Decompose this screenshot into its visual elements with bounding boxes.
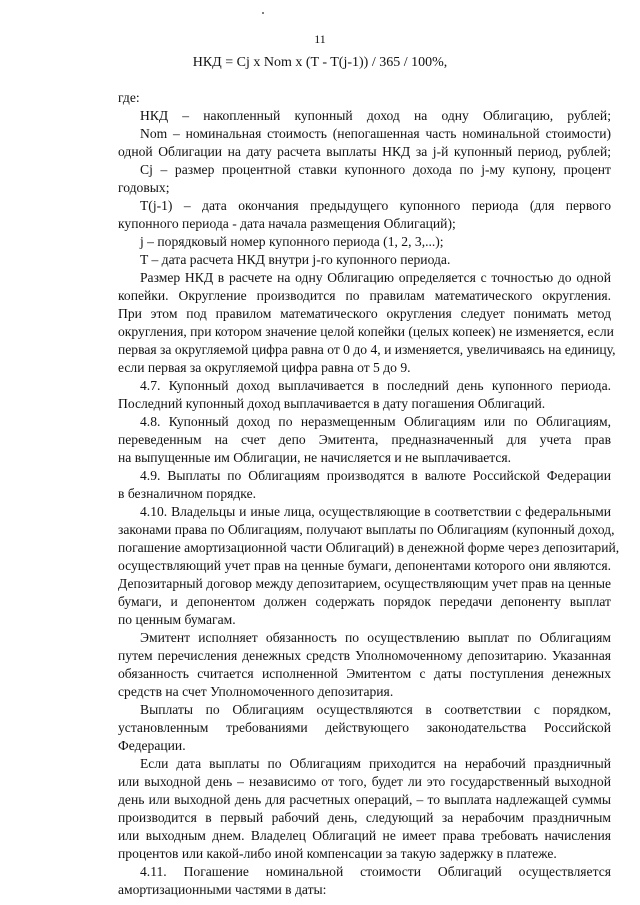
- text-line: годовых;: [118, 180, 170, 195]
- text-line: Депозитарный договор между депозитарием, осуществляющим учет прав на ценные: [118, 576, 611, 591]
- text-line: купонного периода - дата начала размещения Облигаций);: [118, 216, 456, 231]
- text-line: 4.10. Владельцы и иные лица, осуществляющие в соответствии с федеральными: [140, 504, 611, 519]
- scan-speck: [262, 12, 264, 14]
- text-line: амортизационными частями в даты:: [118, 882, 327, 897]
- text-line: производится в первый рабочий день, следующий за нерабочим праздничным: [118, 810, 611, 825]
- text-line: осуществляющий учет прав на ценные бумаги, депонентами которого они являются.: [118, 558, 611, 573]
- text-line: первая за округляемой цифра равна от 0 до 4, и изменяется, увеличиваясь на единицу,: [118, 342, 616, 357]
- text-line: НКД – накопленный купонный доход на одну Облигацию, рублей;: [140, 108, 611, 123]
- text-line: 4.8. Купонный доход по неразмещенным Облигациям или по Облигациям,: [140, 414, 611, 429]
- text-line: процентов или какой-либо иной компенсации за такую задержку в платеже.: [118, 846, 557, 861]
- page-number: 11: [314, 32, 326, 46]
- text-line: 4.9. Выплаты по Облигациям производятся в валюте Российской Федерации: [140, 468, 611, 483]
- text-line: 4.11. Погашение номинальной стоимости Облигаций осуществляется: [140, 864, 611, 879]
- text-line: Эмитент исполняет обязанность по осуществлению выплат по Облигациям: [140, 630, 611, 645]
- text-line: если первая за округляемой цифра равна от 5 до 9.: [118, 360, 411, 375]
- text-line: одной Облигации на дату расчета выплаты НКД за j-й купонный период, рублей;: [118, 144, 611, 159]
- text-line: Размер НКД в расчете на одну Облигацию определяется с точностью до одной: [140, 270, 611, 285]
- nkd-formula: НКД = Cj x Nom x (T - T(j-1)) / 365 / 100%,: [192, 55, 448, 70]
- text-line: Cj – размер процентной ставки купонного дохода по j-му купону, процент: [140, 162, 611, 177]
- text-line: день или выходной день для расчетных операций, – то выплата надлежащей суммы: [118, 792, 611, 807]
- text-line: Если дата выплаты по Облигациям приходится на нерабочий праздничный: [140, 756, 611, 771]
- text-line: 4.7. Купонный доход выплачивается в последний день купонного периода.: [140, 378, 611, 393]
- text-line: T – дата расчета НКД внутри j-го купонного периода.: [140, 252, 451, 267]
- text-line: бумаги, и депонентом должен содержать порядок передачи депоненту выплат: [118, 594, 611, 609]
- text-line: копейки. Округление производится по правилам математического округления.: [118, 288, 611, 303]
- text-line: по ценным бумагам.: [118, 612, 236, 627]
- text-line: переведенным на счет депо Эмитента, предназначенный для учета прав: [118, 432, 611, 447]
- text-line: Выплаты по Облигациям осуществляются в соответствии с порядком,: [140, 702, 611, 717]
- text-line: или выходным днем. Владелец Облигаций не имеет права требовать начисления: [118, 828, 611, 843]
- text-line: средств на счет Уполномоченного депозитария.: [118, 684, 394, 699]
- text-line: путем перечисления денежных средств Уполномоченному депозитарию. Указанная: [118, 648, 611, 663]
- text-line: Последний купонный доход выплачивается в дату погашения Облигаций.: [118, 396, 546, 411]
- text-line: j – порядковый номер купонного периода (1, 2, 3,...);: [140, 234, 444, 249]
- text-line: где:: [118, 90, 140, 105]
- text-line: в безналичном порядке.: [118, 486, 256, 501]
- text-line: T(j-1) – дата окончания предыдущего купонного периода (для первого: [140, 198, 611, 213]
- text-line: Nom – номинальная стоимость (непогашенная часть номинальной стоимости): [140, 126, 611, 141]
- text-line: обязанность считается исполненной Эмитентом с даты поступления денежных: [118, 666, 611, 681]
- text-line: погашение амортизационной части Облигаций) в денежной форме через депозитарий,: [118, 540, 620, 555]
- text-line: Федерации.: [118, 738, 186, 753]
- text-line: законами права по Облигациям, получают выплаты по Облигациям (купонный доход,: [118, 522, 615, 537]
- text-line: округления, при котором значение целой копейки (целых копеек) не изменяется, если: [118, 324, 614, 339]
- text-line: на выпущенные им Облигации, не начисляется и не выплачивается.: [118, 450, 512, 465]
- text-line: При этом под правилом математического округления следует понимать метод: [118, 306, 611, 321]
- text-line: установленным требованиями действующего законодательства Российской: [118, 720, 611, 735]
- text-line: или выходной день – независимо от того, будет ли это государственный выходной: [118, 774, 611, 789]
